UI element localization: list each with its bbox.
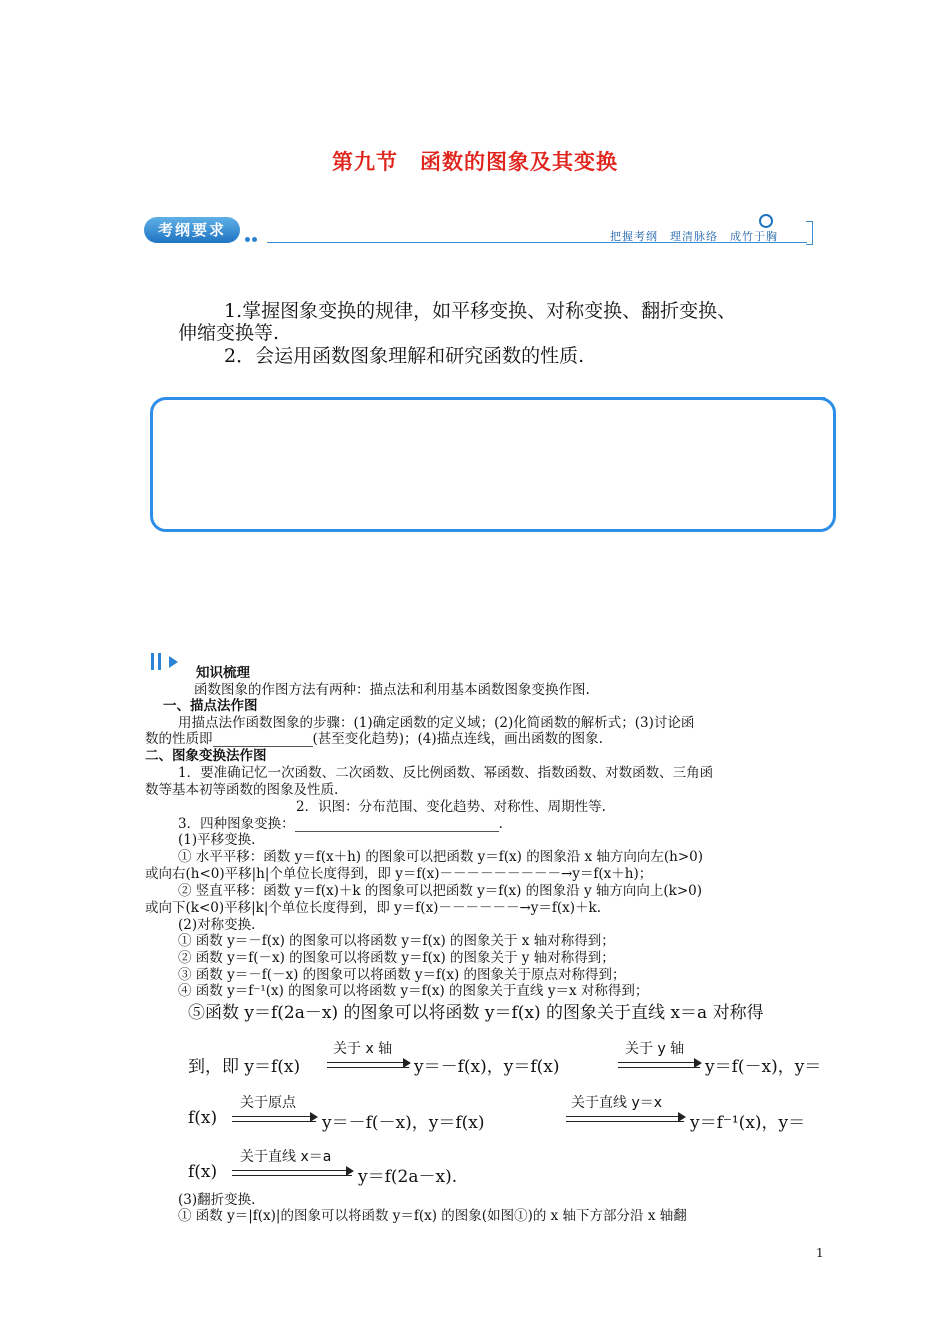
eq-row3-label: 关于直线 x＝a — [240, 1149, 332, 1165]
s2-item-3: 3．四种图象变换： . — [178, 816, 503, 832]
double-arrow-icon — [618, 1062, 700, 1068]
section-marker-icon — [151, 653, 181, 671]
banner-slogan: 把握考纲 理清脉络 成竹于胸 — [610, 230, 778, 243]
vertical-shift-line-2: 或向下(k<0)平移|k|个单位长度得到，即 y＝f(x)－－－－－－→y＝f(x)＋k. — [145, 900, 602, 916]
section-1-line-1: 用描点法作函数图象的步骤：(1)确定函数的定义域；(2)化简函数的解析式；(3)讨论函 — [178, 715, 695, 731]
translation-title: (1)平移变换. — [178, 832, 256, 848]
eq-row2-label-1: 关于原点 — [240, 1095, 296, 1111]
section-1-title: 一、描点法作图 — [163, 698, 258, 714]
banner-dots — [245, 227, 267, 235]
requirement-2: 2．会运用函数图象理解和研究函数的性质. — [224, 345, 585, 367]
symmetry-item-5: ⑤函数 y＝f(2a－x) 的图象可以将函数 y＝f(x) 的图象关于直线 x＝a 对称得 — [188, 1003, 764, 1023]
syllabus-banner — [142, 214, 814, 248]
requirement-1-line-2: 伸缩变换等. — [178, 322, 280, 344]
symmetry-item-4: ④ 函数 y＝f⁻¹(x) 的图象可以将函数 y＝f(x) 的图象关于直线 y＝x 对称得到； — [178, 983, 649, 999]
eq-row2-end: y＝f⁻¹(x)，y＝ — [690, 1113, 806, 1133]
flip-title: (3)翻折变换. — [178, 1192, 256, 1208]
eq-row1-label-1: 关于 x 轴 — [333, 1041, 393, 1057]
section-1-line-2: 数的性质即 (甚至变化趋势)；(4)描点连线，画出函数的图象. — [145, 731, 603, 747]
eq-row2-label-2: 关于直线 y＝x — [571, 1095, 663, 1111]
eq-row2-middle: y＝－f(－x)，y＝f(x) — [322, 1113, 485, 1133]
banner-bracket — [806, 221, 813, 245]
page-number: 1 — [816, 1246, 824, 1260]
horizontal-shift-line-2: 或向右(h<0)平移|h|个单位长度得到，即 y＝f(x)－－－－－－－－－→y＝f(x＋h)； — [145, 866, 653, 882]
banner-tag: 考纲要求 — [144, 217, 240, 243]
eq-row2-start: f(x) — [188, 1108, 218, 1128]
s2-item-1-line-1: 1．要准确记忆一次函数、二次函数、反比例函数、幂函数、指数函数、对数函数、三角函 — [178, 765, 714, 781]
symmetry-title: (2)对称变换. — [178, 917, 256, 933]
vertical-shift-line-1: ② 竖直平移：函数 y＝f(x)＋k 的图象可以把函数 y＝f(x) 的图象沿 y 轴方向向上(k>0) — [178, 883, 703, 899]
section-2-title: 二、图象变换法作图 — [145, 748, 267, 764]
flip-item-1: ① 函数 y＝|f(x)|的图象可以将函数 y＝f(x) 的图象(如图①)的 x 轴下方部分沿 x 轴翻 — [178, 1208, 687, 1224]
symmetry-item-2: ② 函数 y＝f(－x) 的图象可以将函数 y＝f(x) 的图象关于 y 轴对称得到； — [178, 950, 615, 966]
knowledge-intro: 函数图象的作图方法有两种：描点法和利用基本函数图象变换作图. — [194, 682, 590, 698]
double-arrow-icon — [566, 1116, 684, 1122]
symmetry-item-3: ③ 函数 y＝－f(－x) 的图象可以将函数 y＝f(x) 的图象关于原点对称得到； — [178, 967, 626, 983]
notes-box — [150, 397, 836, 532]
double-arrow-icon — [232, 1170, 352, 1176]
double-arrow-icon — [232, 1116, 316, 1122]
eq-row3-start: f(x) — [188, 1162, 218, 1182]
s2-item-2: 2．识图：分布范围、变化趋势、对称性、周期性等. — [296, 799, 606, 815]
double-arrow-icon — [327, 1062, 409, 1068]
symmetry-item-1: ① 函数 y＝－f(x) 的图象可以将函数 y＝f(x) 的图象关于 x 轴对称得到； — [178, 933, 615, 949]
blank-line — [295, 815, 499, 832]
s2-item-1-line-2: 数等基本初等函数的图象及性质. — [145, 782, 339, 798]
eq-row1-end: y＝f(－x)，y＝ — [705, 1057, 822, 1077]
ring-icon — [759, 214, 773, 228]
horizontal-shift-line-1: ① 水平平移：函数 y＝f(x＋h) 的图象可以把函数 y＝f(x) 的图象沿 x 轴方向向左(h>0) — [178, 849, 704, 865]
eq-row1-middle: y＝－f(x)，y＝f(x) — [414, 1057, 560, 1077]
knowledge-heading: 知识梳理 — [196, 665, 250, 681]
page-title: 第九节 函数的图象及其变换 — [332, 150, 618, 174]
eq-row1-start: 到，即 y＝f(x) — [188, 1057, 301, 1077]
eq-row1-label-2: 关于 y 轴 — [625, 1041, 685, 1057]
requirement-1-line-1: 1.掌握图象变换的规律，如平移变换、对称变换、翻折变换、 — [224, 300, 737, 322]
eq-row3-end: y＝f(2a－x). — [358, 1167, 458, 1187]
